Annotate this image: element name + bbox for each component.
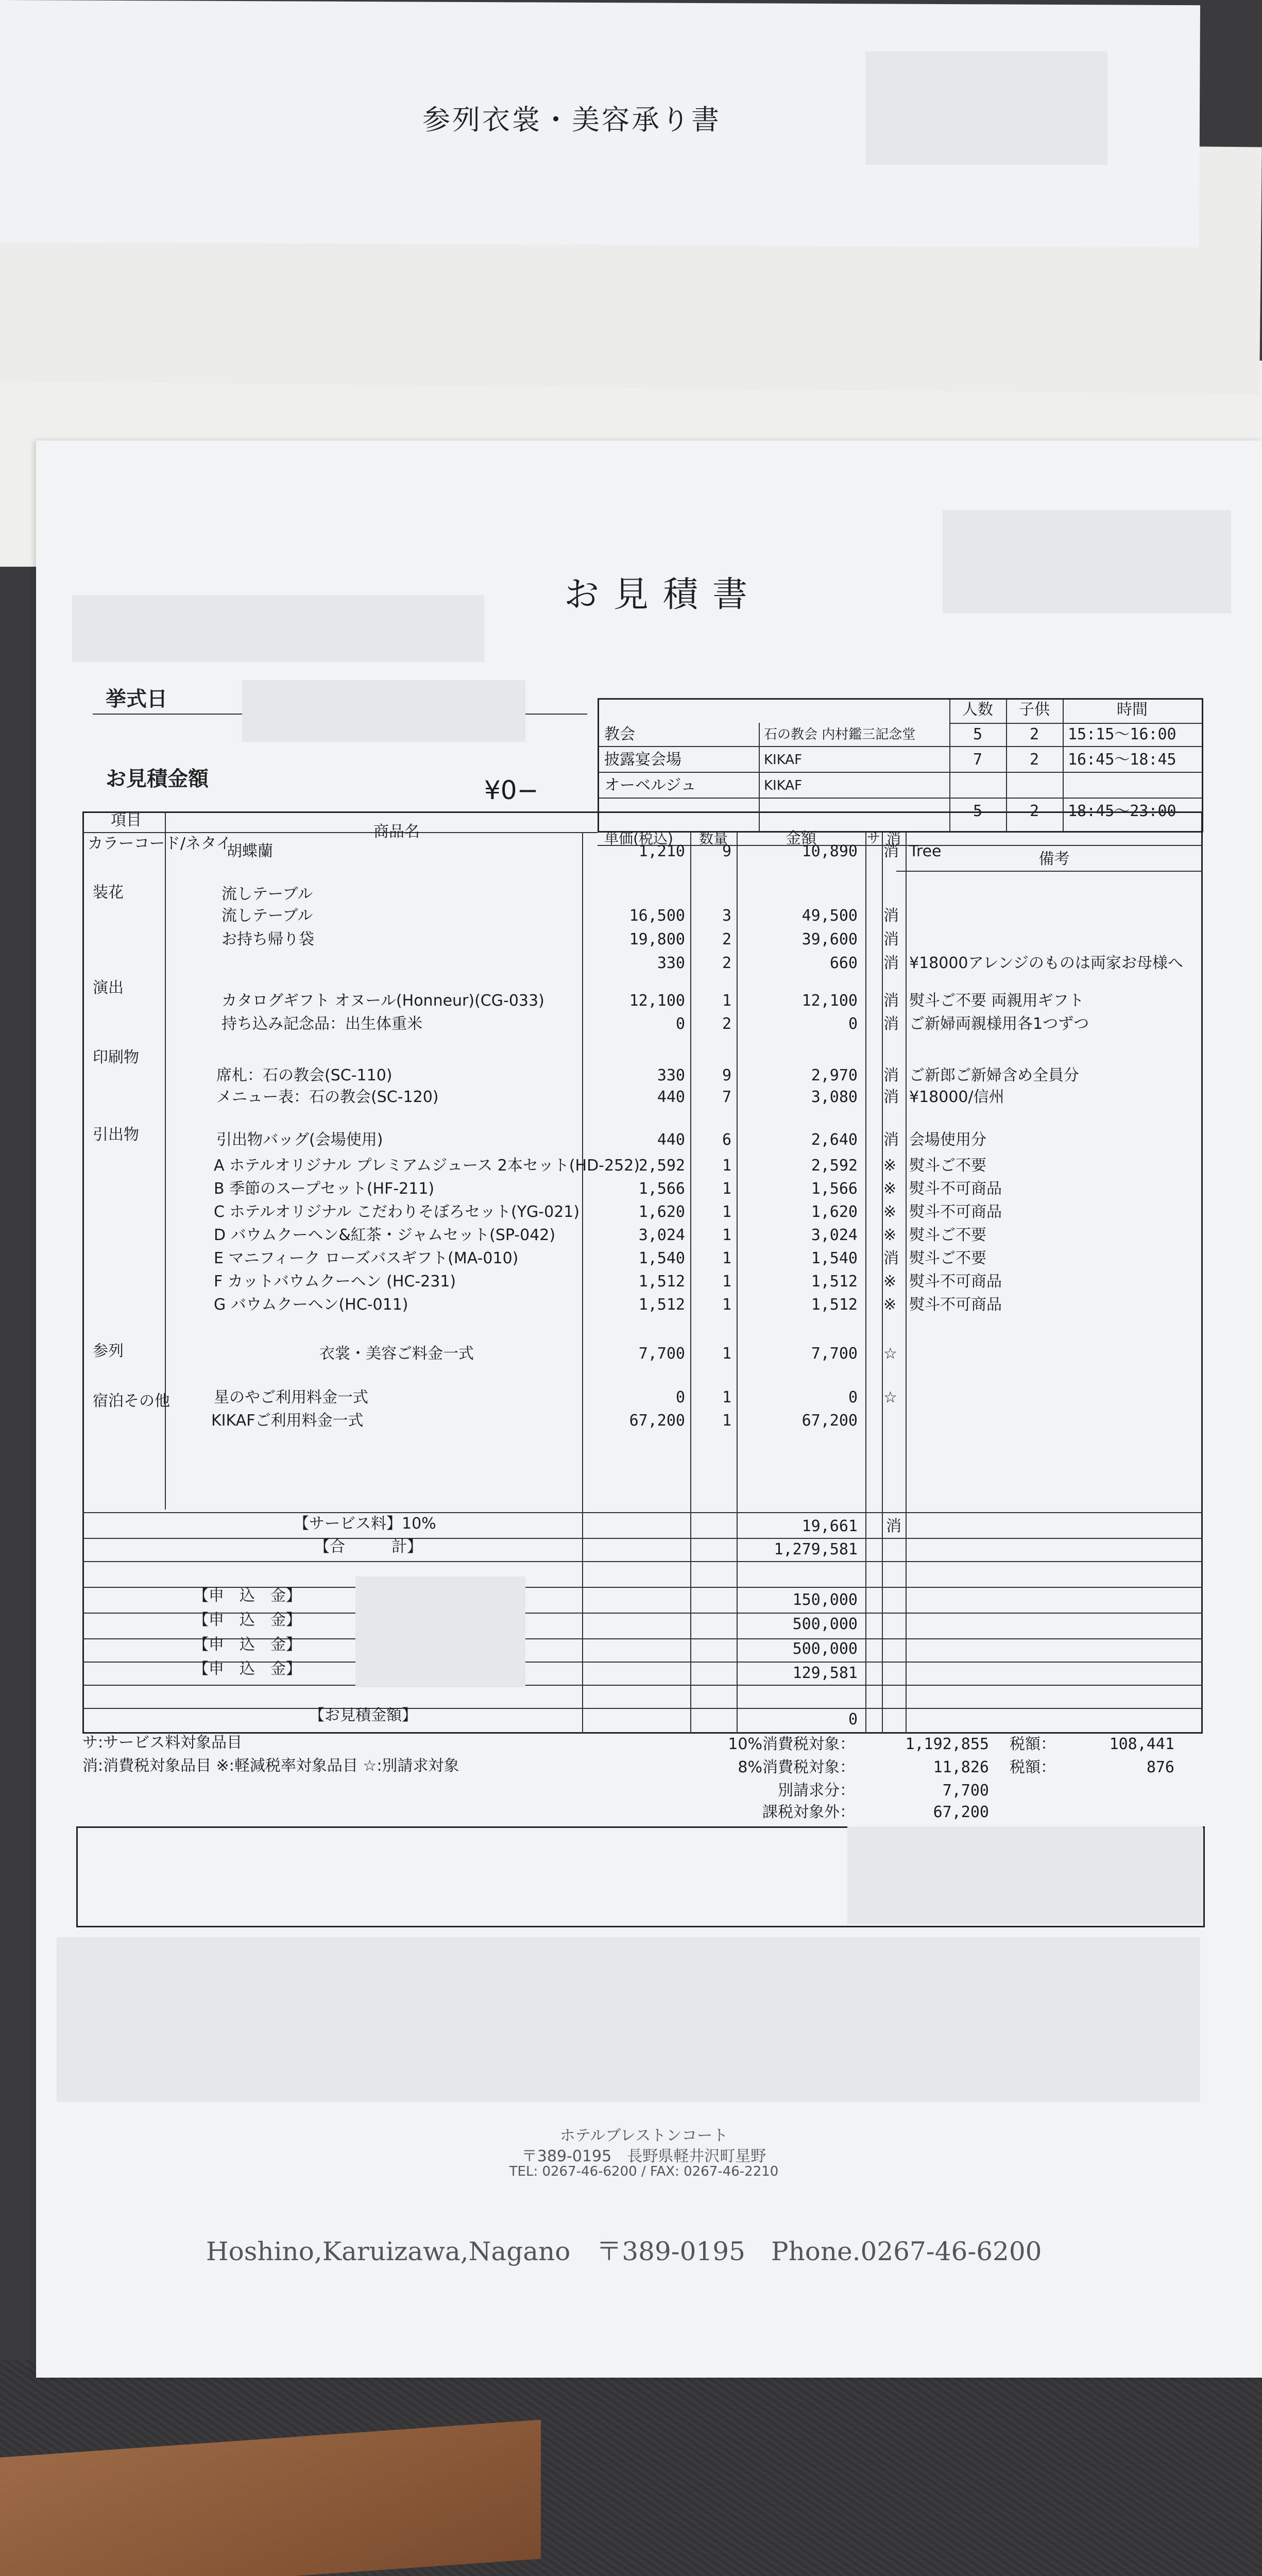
tax-summary-label: 10%消費税対象： — [728, 1735, 855, 1753]
envelope-address-line: Hoshino,Karuizawa,Nagano 〒389-0195 Phone.0267-46-6200 — [206, 2236, 1042, 2266]
item-amount: 1,540 — [811, 1249, 858, 1267]
tax-summary-value: 1,192,855 — [905, 1735, 989, 1753]
item-qty: 1 — [722, 1157, 731, 1175]
item-amount: 0 — [848, 1015, 858, 1033]
item-unit-price: 1,210 — [638, 842, 685, 860]
application-fee-label: 【申 込 金】 — [193, 1636, 301, 1654]
item-unit-price: 7,700 — [638, 1345, 685, 1363]
item-unit-price: 0 — [675, 1015, 685, 1033]
item-note: ご新婦両親様用各1つずつ — [909, 1015, 1089, 1033]
item-tax-mark: ☆ — [883, 1388, 897, 1406]
divider — [949, 723, 1202, 724]
divider — [82, 1512, 1203, 1513]
category-label: 演出 — [93, 979, 124, 997]
item-unit-price: 16,500 — [629, 907, 685, 925]
item-tax-mark: 消 — [883, 954, 899, 972]
item-unit-price: 19,800 — [629, 930, 685, 948]
header-category: 項目 — [111, 811, 142, 829]
item-unit-price: 1,512 — [638, 1296, 685, 1314]
item-amount: 39,600 — [801, 930, 858, 948]
item-qty: 9 — [722, 842, 731, 860]
item-tax-mark: ※ — [883, 1226, 897, 1244]
item-amount: 1,620 — [811, 1203, 858, 1221]
item-amount: 1,566 — [811, 1180, 858, 1198]
legend-line: 消:消費税対象品目 ※:軽減税率対象品目 ☆:別請求対象 — [82, 1757, 459, 1775]
tax-summary-label: 別請求分： — [778, 1782, 855, 1800]
header-tax: 消 — [886, 830, 901, 847]
subtotal-amount: 1,279,581 — [774, 1540, 858, 1558]
item-note: 会場使用分 — [909, 1131, 986, 1149]
item-note: ¥18000アレンジのものは両家お母様へ — [909, 954, 1183, 972]
category-label: 装花 — [93, 884, 124, 902]
item-amount: 660 — [829, 954, 858, 972]
tax-summary-value: 67,200 — [933, 1803, 989, 1821]
item-tax-mark: 消 — [883, 930, 899, 948]
header-people: 人数 — [962, 701, 993, 719]
item-tax-mark: 消 — [883, 842, 899, 860]
divider — [906, 832, 907, 1734]
item-unit-price: 330 — [657, 1066, 685, 1084]
event-time: 18:45〜23:00 — [1068, 802, 1176, 820]
item-amount: 3,024 — [811, 1226, 858, 1244]
event-children: 2 — [1029, 751, 1039, 769]
header-product: 商品名 — [373, 823, 420, 841]
redacted-area — [72, 595, 484, 662]
event-time: 15:15〜16:00 — [1068, 725, 1176, 743]
item-tax-mark: ※ — [883, 1296, 897, 1314]
item-name: KIKAFご利用料金一式 — [211, 1412, 364, 1430]
item-amount: 1,512 — [811, 1296, 858, 1314]
service-fee-tax: 消 — [886, 1517, 901, 1535]
divider — [690, 832, 691, 1734]
estimate-row-label: 【お見積金額】 — [309, 1706, 417, 1724]
item-note: ご新郎ご新婦含め全員分 — [909, 1066, 1079, 1084]
item-note: 熨斗ご不要 — [909, 1157, 986, 1175]
item-tax-mark: 消 — [883, 1249, 899, 1267]
item-name: F カットバウムクーヘン (HC-231) — [214, 1273, 456, 1291]
item-qty: 1 — [722, 1388, 731, 1406]
item-tax-mark: 消 — [883, 1015, 899, 1033]
document-title: お見積書 — [564, 574, 762, 615]
item-amount: 12,100 — [801, 992, 858, 1010]
application-fee-label: 【申 込 金】 — [193, 1587, 301, 1605]
item-name: 流しテーブル — [221, 907, 313, 925]
hotel-tel: TEL: 0267-46-6200 / FAX: 0267-46-2210 — [509, 2164, 779, 2179]
hotel-name: ホテルブレストンコート — [559, 2127, 728, 2145]
header-time: 時間 — [1117, 701, 1148, 719]
item-name: 引出物バッグ(会場使用) — [216, 1131, 383, 1149]
item-name: 衣裳・美容ご料金一式 — [319, 1345, 474, 1363]
category-label: 参列 — [93, 1342, 124, 1360]
application-fee-label: 【申 込 金】 — [193, 1611, 301, 1629]
item-tax-mark: ※ — [883, 1180, 897, 1198]
item-qty: 1 — [722, 1296, 731, 1314]
item-amount: 49,500 — [801, 907, 858, 925]
redacted-area — [865, 52, 1107, 165]
item-note: 熨斗不可商品 — [909, 1296, 1002, 1314]
application-fee-amount: 150,000 — [792, 1591, 858, 1609]
redacted-area — [57, 1937, 1200, 2102]
service-fee-amount: 19,661 — [801, 1517, 858, 1535]
item-tax-mark: 消 — [883, 992, 899, 1010]
item-name: G バウムクーヘン(HC-011) — [214, 1296, 408, 1314]
item-unit-price: 0 — [675, 1388, 685, 1406]
tax-summary-value: 7,700 — [942, 1782, 989, 1800]
item-amount: 2,592 — [811, 1157, 858, 1175]
estimate-total-label: お見積金額 — [106, 767, 209, 791]
service-fee-label: 【サービス料】10% — [294, 1515, 436, 1533]
event-type: 披露宴会場 — [604, 751, 681, 769]
tax-summary-tax-label: 税額： — [1010, 1758, 1056, 1776]
item-name: 流しテーブル — [221, 885, 313, 903]
item-amount: 7,700 — [811, 1345, 858, 1363]
divider — [82, 1685, 1203, 1686]
item-note: Tree — [909, 842, 942, 860]
estimate-total-value: ¥0− — [484, 775, 539, 805]
divider — [82, 1538, 1203, 1539]
item-amount: 2,970 — [811, 1066, 858, 1084]
item-unit-price: 440 — [657, 1088, 685, 1106]
header-qty: 数量 — [698, 830, 728, 847]
color-code-label: カラーコード/ネタイ — [88, 835, 232, 853]
item-name: D バウムクーヘン&紅茶・ジャムセット(SP-042) — [214, 1226, 556, 1244]
divider — [599, 772, 1202, 773]
application-fee-amount: 500,000 — [792, 1640, 858, 1658]
item-amount: 0 — [848, 1388, 858, 1406]
event-type: オーベルジュ — [604, 776, 696, 794]
divider — [599, 798, 1202, 799]
item-name: 席札：石の教会(SC-110) — [216, 1066, 393, 1084]
item-unit-price: 440 — [657, 1131, 685, 1149]
item-unit-price: 2,592 — [638, 1157, 685, 1175]
tax-summary-label: 課税対象外： — [762, 1803, 855, 1821]
item-qty: 1 — [722, 1345, 731, 1363]
divider — [582, 832, 583, 1734]
header-service: サ — [866, 831, 880, 846]
item-amount: 1,512 — [811, 1273, 858, 1291]
item-name: B 季節のスープセット(HF-211) — [214, 1180, 435, 1198]
item-note: 熨斗不可商品 — [909, 1273, 1002, 1291]
item-tax-mark: ※ — [883, 1273, 897, 1291]
redacted-area — [847, 1826, 1203, 1924]
item-note: ¥18000/信州 — [909, 1088, 1004, 1106]
item-name: メニュー表：石の教会(SC-120) — [216, 1088, 439, 1106]
item-qty: 1 — [722, 1412, 731, 1430]
item-name: C ホテルオリジナル こだわりそぼろセット(YG-021) — [214, 1203, 580, 1221]
item-note: 熨斗不可商品 — [909, 1203, 1002, 1221]
item-note: 熨斗ご不要 — [909, 1226, 986, 1244]
item-tax-mark: ※ — [883, 1203, 897, 1221]
item-name: E マニフィーク ローズバスギフト(MA-010) — [214, 1249, 519, 1267]
item-amount: 67,200 — [801, 1412, 858, 1430]
item-name: カタログギフト オヌール(Honneur)(CG-033) — [221, 992, 544, 1010]
tax-summary-label: 8%消費税対象： — [738, 1758, 855, 1776]
item-qty: 1 — [722, 1249, 731, 1267]
item-qty: 2 — [722, 954, 731, 972]
item-note: 熨斗ご不要 両親用ギフト — [909, 992, 1084, 1010]
item-qty: 7 — [722, 1088, 731, 1106]
item-unit-price: 67,200 — [629, 1412, 685, 1430]
event-people: 7 — [973, 751, 983, 769]
item-tax-mark: 消 — [883, 1066, 899, 1084]
redacted-area — [355, 1577, 525, 1687]
item-qty: 3 — [722, 907, 731, 925]
item-qty: 9 — [722, 1066, 731, 1084]
item-tax-mark: 消 — [883, 1131, 899, 1149]
header-amount: 金額 — [786, 829, 816, 848]
category-label: 印刷物 — [93, 1048, 139, 1066]
divider — [82, 1708, 1203, 1709]
item-qty: 2 — [722, 1015, 731, 1033]
item-tax-mark: 消 — [883, 1088, 899, 1106]
item-name: A ホテルオリジナル プレミアムジュース 2本セット(HD-252) — [214, 1157, 640, 1175]
item-tax-mark: 消 — [883, 907, 899, 925]
item-unit-price: 330 — [657, 954, 685, 972]
item-note: 熨斗不可商品 — [909, 1180, 1002, 1198]
hotel-address: 〒389-0195 長野県軽井沢町星野 — [521, 2147, 766, 2165]
tax-summary-tax-label: 税額： — [1010, 1735, 1056, 1753]
event-venue: KIKAF — [764, 778, 803, 793]
item-unit-price: 1,540 — [638, 1249, 685, 1267]
item-amount: 3,080 — [811, 1088, 858, 1106]
divider — [599, 746, 1202, 747]
item-qty: 6 — [722, 1131, 731, 1149]
item-qty: 1 — [722, 1273, 731, 1291]
item-name: 持ち込み記念品：出生体重米 — [221, 1015, 422, 1033]
redacted-area — [242, 680, 525, 742]
event-children: 2 — [1029, 725, 1039, 743]
ceremony-date-label: 挙式日 — [106, 687, 167, 711]
item-unit-price: 1,512 — [638, 1273, 685, 1291]
divider — [82, 1561, 1203, 1562]
item-name: お持ち帰り袋 — [221, 930, 314, 948]
item-qty: 1 — [722, 992, 731, 1010]
category-label: 引出物 — [93, 1126, 139, 1144]
item-unit-price: 1,620 — [638, 1203, 685, 1221]
application-fee-label: 【申 込 金】 — [193, 1660, 301, 1678]
header-unit-price: 単価(税込) — [604, 830, 673, 847]
redacted-area — [943, 510, 1231, 613]
event-venue: 石の教会 内村鑑三記念堂 — [764, 727, 916, 742]
item-qty: 1 — [722, 1180, 731, 1198]
divider — [896, 871, 1203, 872]
item-amount: 2,640 — [811, 1131, 858, 1149]
item-tax-mark: ※ — [883, 1157, 897, 1175]
tax-summary-value: 11,826 — [933, 1758, 989, 1776]
event-venue: KIKAF — [764, 752, 803, 768]
legend-line: サ:サービス料対象品目 — [82, 1734, 243, 1752]
item-qty: 1 — [722, 1203, 731, 1221]
application-fee-amount: 500,000 — [792, 1615, 858, 1633]
event-type: 教会 — [604, 725, 635, 743]
divider — [882, 832, 883, 1734]
item-unit-price: 1,566 — [638, 1180, 685, 1198]
event-people: 5 — [973, 725, 983, 743]
item-unit-price: 3,024 — [638, 1226, 685, 1244]
header-note: 備考 — [1038, 850, 1070, 868]
item-qty: 1 — [722, 1226, 731, 1244]
tax-summary-tax: 876 — [1146, 1758, 1174, 1776]
acceptance-sheet-title: 参列衣裳・美容承り書 — [422, 104, 721, 136]
event-children: 2 — [1029, 802, 1039, 820]
event-time: 16:45〜18:45 — [1068, 751, 1176, 769]
category-label: 宿泊その他 — [93, 1392, 170, 1410]
divider — [865, 832, 866, 1734]
item-tax-mark: ☆ — [883, 1345, 897, 1363]
item-note: 熨斗ご不要 — [909, 1249, 986, 1267]
header-children: 子供 — [1019, 701, 1050, 719]
estimate-row-amount: 0 — [848, 1710, 858, 1728]
application-fee-amount: 129,581 — [792, 1664, 858, 1682]
tax-summary-tax: 108,441 — [1109, 1735, 1174, 1753]
item-amount: 10,890 — [801, 842, 858, 860]
item-name: 星のやご利用料金一式 — [214, 1388, 368, 1406]
event-people: 5 — [973, 802, 983, 820]
item-qty: 2 — [722, 930, 731, 948]
item-unit-price: 12,100 — [629, 992, 685, 1010]
subtotal-label: 【合 計】 — [314, 1538, 422, 1556]
item-name: 胡蝶蘭 — [227, 842, 273, 860]
